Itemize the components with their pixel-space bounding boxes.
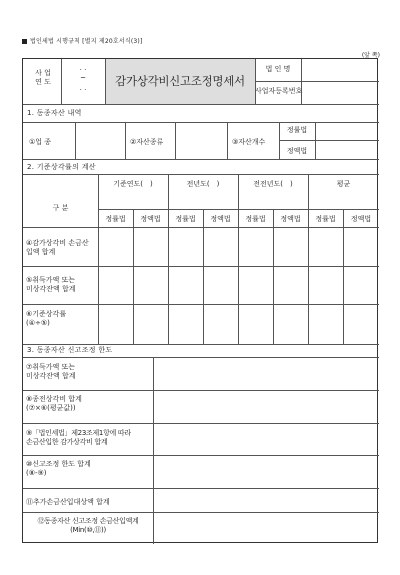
sub-straight: 정액법	[280, 215, 301, 223]
row10-label: ⑩신고조정 한도 합계 (⑧-⑨)	[26, 460, 91, 477]
count-fixed-rate-field[interactable]	[315, 122, 379, 140]
row8-value[interactable]	[153, 390, 379, 423]
row8-label: ⑧종전상각비 합계 (⑦×⑥(평균값))	[26, 395, 82, 412]
form-title: 감가상각비신고조정명세서	[115, 74, 245, 88]
asset-type-label: ②자산종류	[130, 138, 164, 146]
sub-fixed-rate: 정률법	[175, 215, 196, 223]
row4-label: ④감가상각비 손금산 입액 합계	[26, 239, 89, 256]
sub-fixed-rate: 정률법	[245, 215, 266, 223]
corp-name-label: 법 인 명	[265, 65, 291, 73]
row7-value[interactable]	[153, 357, 379, 390]
form-reference-text: 법인세법 시행규칙 [별지 제20호서식(3)]	[30, 38, 143, 45]
count-straight-field[interactable]	[315, 140, 379, 159]
col-base-year: 기준연도( )	[113, 180, 153, 188]
count-straight-label: 정액법	[286, 147, 308, 155]
row11-value[interactable]	[153, 488, 379, 512]
row7-label: ⑦취득가액 또는 미상각잔액 합계	[26, 363, 76, 380]
asset-type-field[interactable]	[175, 122, 227, 159]
business-year-label: 사 업 연 도	[35, 69, 51, 86]
col-prev2-year: 전전년도( )	[253, 180, 293, 188]
section3-heading: 3. 동종자산 신고조정 한도	[27, 346, 113, 354]
category-label: 구 분	[52, 204, 69, 212]
asset-count-label: ③자산개수	[232, 138, 266, 146]
sub-straight: 정액법	[140, 215, 161, 223]
row12-label: ⑫동종자산 신고조정 손금산입액계 (Min(⑩,⑪))	[37, 517, 139, 534]
page-side-label: (앞 쪽)	[361, 52, 380, 59]
industry-field[interactable]	[75, 122, 125, 159]
reg-number-label: 사업자등록번호	[255, 87, 303, 95]
sub-straight: 정액법	[350, 215, 372, 223]
col-average: 평균	[336, 180, 351, 188]
square-bullet-icon	[22, 39, 27, 44]
sub-fixed-rate: 정률법	[105, 215, 126, 223]
row5-label: ⑤취득가액 또는 미상각잔액 합계	[26, 276, 76, 293]
section2-heading: 2. 기준상각률의 계산	[27, 163, 96, 171]
row12-value[interactable]	[153, 512, 379, 544]
sub-fixed-rate: 정률법	[315, 215, 336, 223]
count-fixed-rate-label: 정률법	[286, 126, 308, 134]
row6-label: ⑥기준상각률 (④÷⑤)	[26, 310, 67, 327]
sub-straight: 정액법	[210, 215, 231, 223]
reg-number-field[interactable]	[301, 81, 379, 104]
row10-value[interactable]	[153, 455, 379, 488]
row11-label: ⑪추가손금산입대상액 합계	[26, 498, 110, 506]
business-year-dates[interactable]: . . ~ . .	[79, 64, 87, 93]
section1-heading: 1. 동종자산 내역	[27, 109, 82, 117]
form-reference	[22, 36, 142, 45]
industry-label: ①업 종	[29, 138, 52, 146]
depreciation-form	[22, 58, 378, 543]
row9-label: ⑨「법인세법」제23조제1항에 따라 손금산입한 감가상각비 합계	[26, 429, 131, 446]
corp-name-field[interactable]	[301, 59, 379, 81]
col-prev-year: 전년도( )	[186, 180, 220, 188]
row9-value[interactable]	[153, 423, 379, 455]
